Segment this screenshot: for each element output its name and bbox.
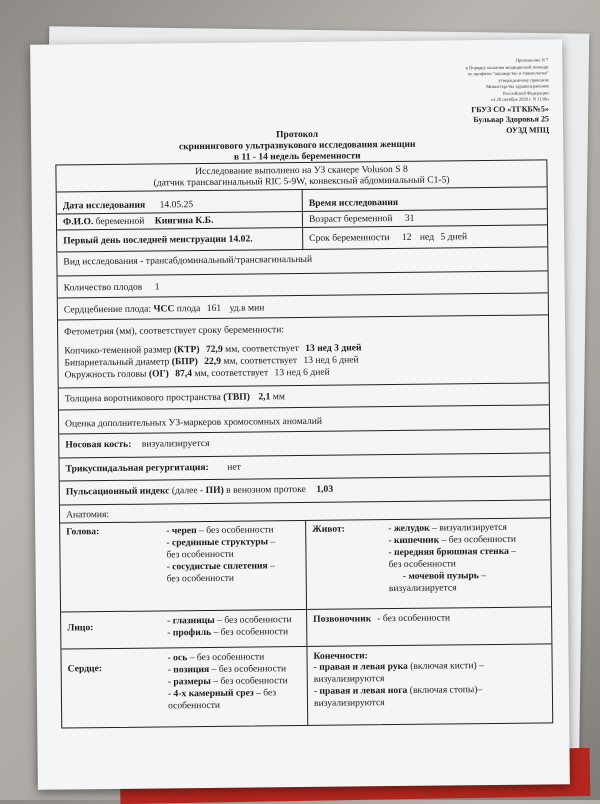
nt-label: Толщина воротникового пространства bbox=[64, 391, 221, 405]
list-item: без особенности bbox=[388, 558, 456, 571]
nt-abbr: (ТВП) bbox=[223, 391, 250, 403]
list-item: - желудок – визуализируется bbox=[388, 521, 507, 535]
fetometry-title: Фетометрия (мм), соответствует сроку беременности: bbox=[64, 324, 285, 338]
org-address: Бульвар Здоровья 25 bbox=[473, 114, 549, 125]
date-value: 14.05.25 bbox=[159, 199, 194, 211]
heart-rate-mid: плода bbox=[176, 303, 201, 315]
fio-label: Ф.И.О. bbox=[62, 216, 94, 228]
heart-rate-unit: уд.в мин bbox=[229, 302, 265, 314]
time-label: Время исследования bbox=[308, 196, 399, 209]
list-item: без особенности bbox=[166, 548, 234, 561]
date-label: Дата исследования bbox=[62, 199, 146, 212]
order-line: к Порядку оказания медицинской помощи bbox=[465, 63, 549, 70]
anatomy-row-head-abdomen bbox=[60, 518, 551, 612]
nasal-bone-value: визуализируется bbox=[141, 437, 210, 450]
term-label: Срок беременности bbox=[309, 232, 390, 244]
list-item: - срединные структуры – bbox=[166, 536, 276, 549]
list-item: - 4-х камерный срез – без bbox=[167, 687, 277, 700]
org-department: ОУЗД МПЦ bbox=[506, 124, 550, 135]
spine-label: Позвоночник bbox=[313, 613, 372, 625]
list-item: особенности bbox=[167, 699, 221, 712]
protocol-page bbox=[30, 39, 570, 790]
order-line: от 20 октября 2020 г. N 1130н bbox=[491, 96, 549, 102]
fetometry-bpd: Бипариетальный диаметр (БПР) 22,9 мм, соответствует 13 нед 6 дней bbox=[64, 354, 359, 369]
list-item: - кишечник – без особенности bbox=[388, 533, 517, 547]
list-item: - размеры – без особенности bbox=[167, 675, 288, 688]
age-label: Возраст беременной bbox=[308, 213, 393, 225]
fetometry-hc: Окружность головы (ОГ) 87,4 мм, соответствует 13 нед 6 дней bbox=[64, 366, 330, 381]
anatomy-row-heart-limbs bbox=[61, 644, 552, 727]
abdomen-label: Живот: bbox=[312, 523, 345, 535]
order-line: Российской Федерации bbox=[503, 89, 549, 96]
anatomy-row-face-spine bbox=[61, 607, 551, 649]
head-label: Голова: bbox=[66, 526, 100, 538]
spine-value: - без особенности bbox=[377, 612, 451, 625]
nasal-bone-label: Носовая кость: bbox=[65, 438, 132, 451]
age-value: 31 bbox=[404, 212, 415, 224]
markers-title: Оценка дополнительных УЗ-маркеров хромосомных аномалий bbox=[65, 415, 323, 430]
nt-value: 2,1 bbox=[258, 391, 271, 403]
list-item: - профиль – без особенности bbox=[167, 626, 289, 639]
pi-value: 1,03 bbox=[316, 483, 334, 495]
pi-mid: (далее - bbox=[171, 485, 204, 497]
heart-rate-value: 161 bbox=[206, 302, 222, 314]
tricuspid-value: нет bbox=[227, 461, 241, 473]
list-item: визуализируется bbox=[388, 582, 457, 595]
heart-label: Сердце: bbox=[67, 663, 103, 675]
term-weeks-unit: нед bbox=[419, 231, 435, 243]
list-item: - череп – без особенности bbox=[166, 524, 274, 537]
fetometry-row bbox=[58, 315, 549, 388]
limbs-items bbox=[314, 659, 546, 709]
list-item: - передняя брюшная стенка – bbox=[388, 545, 517, 559]
order-line: утвержденному приказом bbox=[498, 76, 549, 83]
list-item: без особенности bbox=[166, 572, 235, 585]
fetus-count-label: Количество плодов bbox=[63, 281, 143, 294]
list-item: - сосудистые сплетения – bbox=[166, 560, 275, 573]
fetus-count-value: 1 bbox=[154, 281, 160, 293]
list-item: - позиция – без особенности bbox=[167, 663, 287, 676]
heart-items bbox=[167, 651, 288, 723]
patient-name: Книгина К.Б. bbox=[154, 214, 214, 227]
list-item: - ось – без особенности bbox=[167, 651, 265, 664]
lmp-value: 14.02. bbox=[228, 233, 253, 245]
heart-rate-abbr: ЧСС bbox=[153, 303, 175, 315]
tricuspid-label: Трикуспидальная регургитация: bbox=[65, 461, 209, 475]
limbs-label: Конечности: bbox=[313, 650, 368, 662]
pi-abbr: ПИ) bbox=[205, 484, 224, 496]
org-name: ГБУЗ СО «ТГКБ№5» bbox=[471, 103, 549, 114]
head-items bbox=[166, 524, 276, 607]
probe-info: (датчик трансвагинальный RIC 5-9W, конвексный абдоминальный C1-5) bbox=[153, 174, 450, 189]
term-days: 5 дней bbox=[440, 231, 468, 243]
pi-tail: в венозном протоке bbox=[226, 483, 306, 496]
abdomen-items bbox=[388, 522, 517, 605]
protocol-form bbox=[55, 159, 553, 728]
face-items bbox=[167, 614, 292, 644]
fetometry-crl: Копчико-теменной размер (КТР) 72,9 мм, соответствует 13 нед 3 дней bbox=[64, 342, 362, 357]
list-item: визуализируются bbox=[313, 673, 385, 685]
list-item: - правая и левая нога (включая стопы)– bbox=[313, 684, 483, 697]
nt-unit: мм bbox=[272, 391, 285, 403]
order-line: Министерства здравоохранения bbox=[486, 83, 549, 90]
list-item: - глазницы – без особенности bbox=[167, 614, 292, 627]
list-item: - мочевой пузырь – bbox=[402, 570, 487, 582]
protocol-title: Протокол скринингового ультразвукового исследования женщин в 11 - 14 недель беременности bbox=[178, 129, 416, 163]
order-reference bbox=[378, 57, 549, 136]
fio-prefix: беременной bbox=[95, 215, 145, 228]
list-item: визуализируются bbox=[313, 697, 385, 709]
heartbeat-label: Сердцебиение плода: bbox=[63, 303, 152, 316]
lmp-label: Первый день последней менструации bbox=[63, 233, 227, 247]
pi-label: Пульсационный индекс bbox=[65, 485, 170, 498]
order-line: Приложение N 7 bbox=[515, 57, 549, 63]
exam-type: Вид исследования - трансабдоминальный/трансвагинальный bbox=[63, 253, 313, 268]
order-line: по профилю "акушерство и гинекология" bbox=[467, 70, 549, 77]
list-item: - правая и левая рука (включая кисти) – bbox=[313, 660, 484, 673]
anatomy-title: Анатомия: bbox=[65, 509, 110, 521]
term-weeks: 12 bbox=[401, 231, 412, 243]
scanner-info: Исследование выполнено на УЗ сканере Voluson S 8 bbox=[195, 163, 408, 178]
face-label: Лицо: bbox=[67, 622, 94, 634]
